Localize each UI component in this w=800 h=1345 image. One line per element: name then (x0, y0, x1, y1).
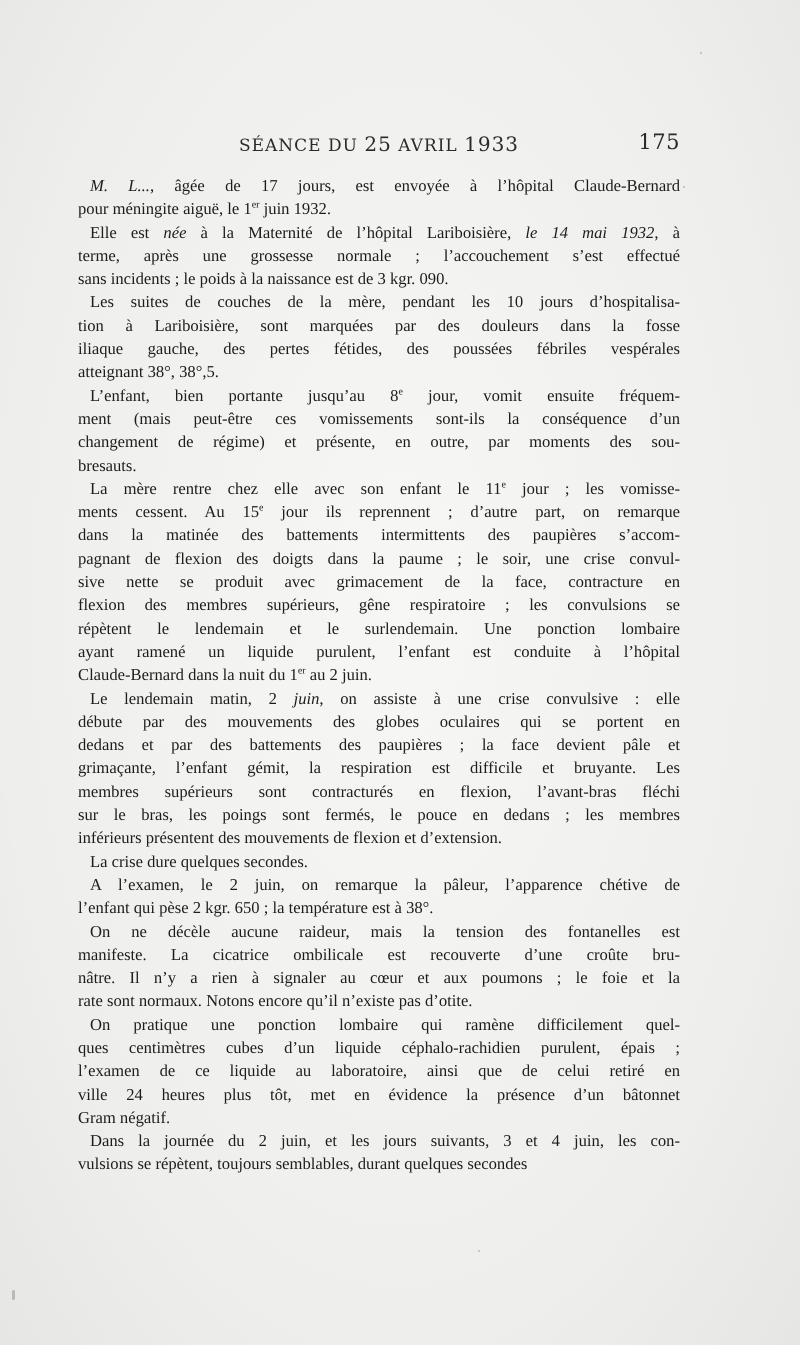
running-title-year: 1933 (464, 132, 520, 156)
paragraph (78, 290, 680, 383)
page-number: 175 (638, 130, 680, 154)
text-segment: pour méningite aiguë, le 1 (78, 199, 252, 219)
text-line (78, 1036, 680, 1059)
text-segment: dedans et par des battements des paupières ; la face devient pâle et (78, 735, 680, 755)
text-segment: flexion des membres supérieurs, gêne respiratoire ; les convulsions se (78, 595, 680, 615)
text-line (78, 244, 680, 267)
text-segment: La mère rentre chez elle avec son enfant le 11 (90, 478, 502, 498)
paper-speck (478, 1250, 480, 1252)
paragraph (78, 1013, 680, 1129)
text-segment: , âgée de 17 jours, est envoyée à l’hôpital Claude-Bernard (149, 176, 681, 195)
text-line (78, 1083, 680, 1106)
text-line (78, 477, 680, 500)
text-segment: ques centimètres cubes d’un liquide céphalo-rachidien purulent, épais ; (78, 1037, 680, 1057)
text-line (78, 360, 680, 383)
text-segment: ment (mais peut-être ces vomissements sont-ils la conséquence d’un (78, 408, 680, 428)
text-line (78, 687, 680, 710)
text-segment: ville 24 heures plus tôt, met en évidence la présence d’un bâtonnet (78, 1084, 680, 1104)
text-segment: jour, vomit ensuite fréquem- (402, 385, 680, 405)
paper-speck (683, 186, 685, 188)
text-segment: juin 1932. (259, 199, 331, 219)
running-title-prefix: SÉANCE DU (238, 136, 365, 156)
text-segment: membres supérieurs sont contracturés en flexion, l’avant-bras fléchi (78, 781, 680, 801)
running-head (78, 132, 680, 158)
text-segment: vulsions se répètent, toujours semblables, durant quelques secondes (78, 1154, 528, 1174)
text-line (78, 197, 680, 220)
text-segment: sive nette se produit avec grimacement de la face, contracture en (78, 572, 680, 592)
paragraph (78, 873, 680, 920)
text-line (78, 290, 680, 313)
text-line (78, 803, 680, 826)
text-segment: répètent le lendemain et le surlendemain. Une ponction lombaire (78, 618, 680, 638)
text-line (78, 617, 680, 640)
text-segment: atteignant 38°, 38°,5. (78, 362, 219, 382)
text-segment: Gram négatif. (78, 1107, 171, 1127)
paragraph (78, 384, 680, 477)
paragraph (78, 920, 680, 1013)
text-line (78, 570, 680, 593)
text-segment: A l’examen, le 2 juin, on remarque la pâleur, l’apparence chétive de (90, 874, 680, 894)
text-line (78, 826, 680, 849)
text-segment: l’enfant qui pèse 2 kgr. 650 ; la température est à 38°. (78, 898, 434, 918)
text-line (78, 267, 680, 290)
text-segment: , on assiste à une crise convulsive : elle (319, 688, 681, 708)
text-segment: Elle est (90, 222, 164, 242)
text-segment: er (251, 199, 260, 211)
text-segment: ayant ramené un liquide purulent, l’enfant est conduite à l’hôpital (78, 641, 680, 661)
paragraph (78, 221, 680, 291)
text-segment: M. L... (90, 176, 150, 195)
text-line (78, 710, 680, 733)
text-line (78, 640, 680, 663)
text-line (78, 756, 680, 779)
text-line (78, 663, 680, 686)
text-segment: e (501, 479, 506, 491)
text-line (78, 593, 680, 616)
text-segment: e (398, 386, 403, 398)
text-segment: l’examen de ce liquide au laboratoire, ainsi que de celui retiré en (78, 1061, 680, 1081)
paragraph (78, 850, 680, 873)
text-segment: à la Maternité de l’hôpital Lariboisière, (186, 222, 526, 242)
text-line (78, 850, 680, 873)
text-line (78, 873, 680, 896)
text-line (78, 454, 680, 477)
text-line (78, 733, 680, 756)
text-segment: changement de régime) et présente, en outre, par moments des sou- (78, 432, 680, 452)
text-segment: Dans la journée du 2 juin, et les jours suivants, 3 et 4 juin, les con- (90, 1131, 680, 1151)
text-segment: er (297, 665, 306, 677)
text-segment: On pratique une ponction lombaire qui ramène difficilement quel- (90, 1014, 680, 1034)
text-line (78, 174, 680, 197)
paragraph (78, 687, 680, 850)
text-segment: , à (654, 222, 680, 242)
text-segment: jour ils reprennent ; d’autre part, on remarque (263, 502, 680, 522)
text-segment: le 14 mai 1932 (525, 222, 655, 242)
text-segment: On ne décèle aucune raideur, mais la tension des fontanelles est (90, 921, 680, 941)
text-line (78, 337, 680, 360)
text-line (78, 407, 680, 430)
text-segment: juin (293, 688, 320, 708)
text-segment: bresauts. (78, 455, 137, 475)
text-line (78, 896, 680, 919)
text-segment: manifeste. La cicatrice ombilicale est recouverte d’une croûte bru- (78, 944, 680, 964)
text-line (78, 384, 680, 407)
running-title-month: AVRIL (391, 136, 465, 156)
text-segment: iliaque gauche, des pertes fétides, des poussées fébriles vespérales (78, 339, 680, 359)
body-text (78, 174, 680, 1176)
text-line (78, 1152, 680, 1175)
text-line (78, 221, 680, 244)
text-segment: jour ; les vomisse- (505, 478, 680, 498)
text-segment: née (163, 222, 187, 242)
text-segment: Le lendemain matin, 2 (90, 688, 294, 708)
text-segment: inférieurs présentent des mouvements de flexion et d’extension. (78, 828, 502, 848)
paragraph (78, 1129, 680, 1176)
text-segment: pagnant de flexion des doigts dans la paume ; le soir, une crise convul- (78, 548, 680, 568)
paragraph (78, 174, 680, 221)
text-segment: e (259, 502, 264, 514)
text-line (78, 314, 680, 337)
text-line (78, 966, 680, 989)
text-line (78, 523, 680, 546)
running-title (78, 132, 680, 156)
text-segment: rate sont normaux. Notons encore qu’il n’existe pas d’otite. (78, 991, 473, 1011)
text-segment: La crise dure quelques secondes. (90, 851, 308, 871)
text-segment: dans la matinée des battements intermittents des paupières s’accom- (78, 525, 680, 545)
text-segment: au 2 juin. (305, 665, 372, 685)
text-line (78, 989, 680, 1012)
text-segment: L’enfant, bien portante jusqu’au 8 (90, 385, 399, 405)
text-line (78, 500, 680, 523)
text-line (78, 920, 680, 943)
text-segment: débute par des mouvements des globes oculaires qui se portent en (78, 711, 680, 731)
paper-speck (12, 1290, 15, 1300)
text-segment: sans incidents ; le poids à la naissance est de 3 kgr. 090. (78, 269, 449, 289)
text-segment: sur le bras, les poings sont fermés, le pouce en dedans ; les membres (78, 805, 680, 825)
text-line (78, 1059, 680, 1082)
text-line (78, 1106, 680, 1129)
paper-speck (700, 52, 702, 54)
text-line (78, 430, 680, 453)
text-line (78, 943, 680, 966)
paragraph (78, 477, 680, 687)
text-segment: ments cessent. Au 15 (78, 502, 260, 522)
text-segment: tion à Lariboisière, sont marquées par des douleurs dans la fosse (78, 315, 680, 335)
text-segment: terme, après une grossesse normale ; l’accouchement s’est effectué (78, 245, 680, 265)
text-line (78, 1013, 680, 1036)
text-segment: nâtre. Il n’y a rien à signaler au cœur et aux poumons ; le foie et la (78, 968, 680, 988)
running-title-day: 25 (364, 132, 392, 156)
text-line (78, 780, 680, 803)
text-line (78, 1129, 680, 1152)
text-segment: Les suites de couches de la mère, pendant les 10 jours d’hospitalisa- (90, 292, 680, 312)
text-line (78, 547, 680, 570)
text-segment: Claude-Bernard dans la nuit du 1 (78, 665, 298, 685)
text-segment: grimaçante, l’enfant gémit, la respiration est difficile et bruyante. Les (78, 758, 680, 778)
